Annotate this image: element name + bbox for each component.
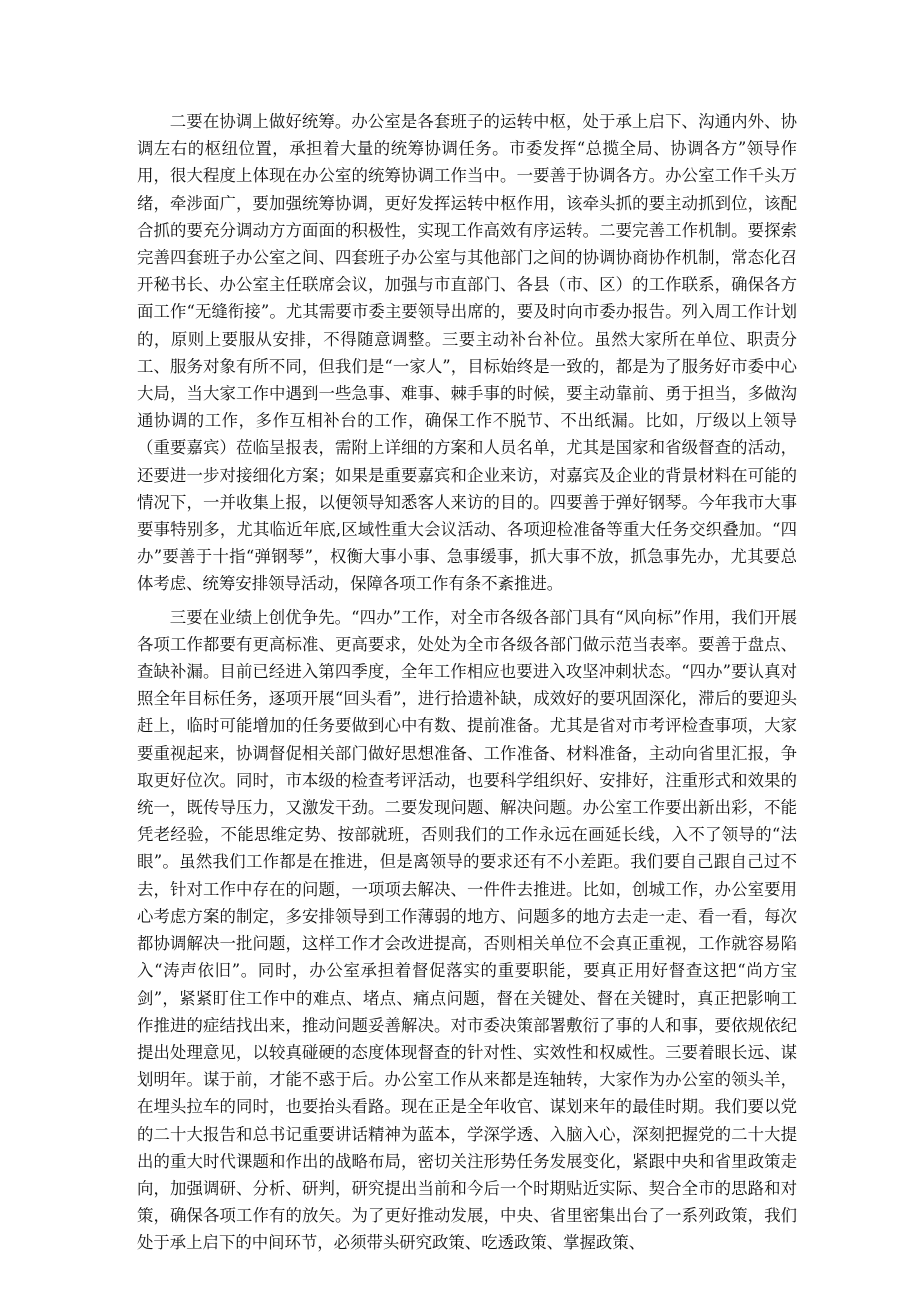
document-body <box>137 108 797 1257</box>
paragraph-coordination: 二要在协调上做好统筹。办公室是各套班子的运转中枢，处于承上启下、沟通内外、协调左右的枢纽位置，承担着大量的统筹协调任务。市委发挥“总揽全局、协调各方”领导作用，很大程度上体现在办公室的统筹协调工作当中。一要善于协调各方。办公室工作千头万绪，牵涉面广，要加强统筹协调，更好发挥运转中枢作用，该牵头抓的要主动抓到位，该配合抓的要充分调动方方面面的积极性，实现工作高效有序运转。二要完善工作机制。要探索完善四套班子办公室之间、四套班子办公室与其他部门之间的协调协商协作机制，常态化召开秘书长、办公室主任联席会议，加强与市直部门、各县（市、区）的工作联系，确保各方面工作“无缝衔接”。尤其需要市委主要领导出席的，要及时向市委办报告。列入周工作计划的，原则上要服从安排，不得随意调整。三要主动补台补位。虽然大家所在单位、职责分工、服务对象有所不同，但我们是“一家人”，目标始终是一致的，都是为了服务好市委中心大局，当大家工作中遇到一些急事、难事、棘手事的时候，要主动靠前、勇于担当，多做沟通协调的工作，多作互相补台的工作，确保工作不脱节、不出纸漏。比如，厅级以上领导（重要嘉宾）莅临呈报表，需附上详细的方案和人员名单，尤其是国家和省级督查的活动，还要进一步对接细化方案；如果是重要嘉宾和企业来访，对嘉宾及企业的背景材料在可能的情况下，一并收集上报，以便领导知悉客人来访的目的。四要善于弹好钢琴。今年我市大事要事特别多，尤其临近年底,区域性重大会议活动、各项迎检准备等重大任务交织叠加。“四办”要善于十指“弹钢琴”，权衡大事小事、急事缓事，抓大事不放，抓急事先办，尤其要总体考虑、统筹安排领导活动，保障各项工作有条不紊推进。 <box>137 112 797 594</box>
paragraph-performance: 三要在业绩上创优争先。“四办”工作，对全市各级各部门具有“风向标”作用，我们开展各项工作都要有更高标准、更高要求，处处为全市各级各部门做示范当表率。要善于盘点、查缺补漏。目前已经进入第四季度，全年工作相应也要进入攻坚冲刺状态。“四办”要认真对照全年目标任务，逐项开展“回头看”，进行拾遗补缺，成效好的要巩固深化，滞后的要迎头赶上，临时可能增加的任务要做到心中有数、提前准备。尤其是省对市考评检查事项，大家要重视起来，协调督促相关部门做好思想准备、工作准备、材料准备，主动向省里汇报，争取更好位次。同时，市本级的检查考评活动，也要科学组织好、安排好，注重形式和效果的统一，既传导压力，又激发干劲。二要发现问题、解决问题。办公室工作要出新出彩，不能凭老经验，不能思维定势、按部就班，否则我们的工作永远在画延长线，入不了领导的“法眼”。虽然我们工作都是在推进，但是离领导的要求还有不小差距。我们要自己跟自己过不去，针对工作中存在的问题，一项项去解决、一件件去推进。比如，创城工作，办公室要用心考虑方案的制定，多安排领导到工作薄弱的地方、问题多的地方去走一走、看一看，每次都协调解决一批问题，这样工作才会改进提高，否则相关单位不会真正重视，工作就容易陷入“涛声依旧”。同时，办公室承担着督促落实的重要职能，要真正用好督查这把“尚方宝剑”，紧紧盯住工作中的难点、堵点、痛点问题，督在关键处、督在关键时，真正把影响工作推进的症结找出来，推动问题妥善解决。对市委决策部署敷衍了事的人和事，要依规依纪提出处理意见，以较真碰硬的态度体现督查的针对性、实效性和权威性。三要着眼长远、谋划明年。谋于前，才能不惑于后。办公室工作从来都是连轴转，大家作为办公室的领头羊，在埋头拉车的同时，也要抬头看路。现在正是全年收官、谋划来年的最佳时期。我们要以党的二十大报告和总书记重要讲话精神为蓝本，学深学透、入脑入心，深刻把握党的二十大提出的重大时代课题和作出的战略布局，密切关注形势任务发展变化，紧跟中央和省里政策走向，加强调研、分析、研判，研究提出当前和今后一个时期贴近实际、契合全市的思路和对策，确保各项工作有的放矢。为了更好推动发展，中央、省里密集出台了一系列政策，我们处于承上启下的中间环节，必须带头研究政策、吃透政策、掌握政策、 <box>137 607 797 1253</box>
